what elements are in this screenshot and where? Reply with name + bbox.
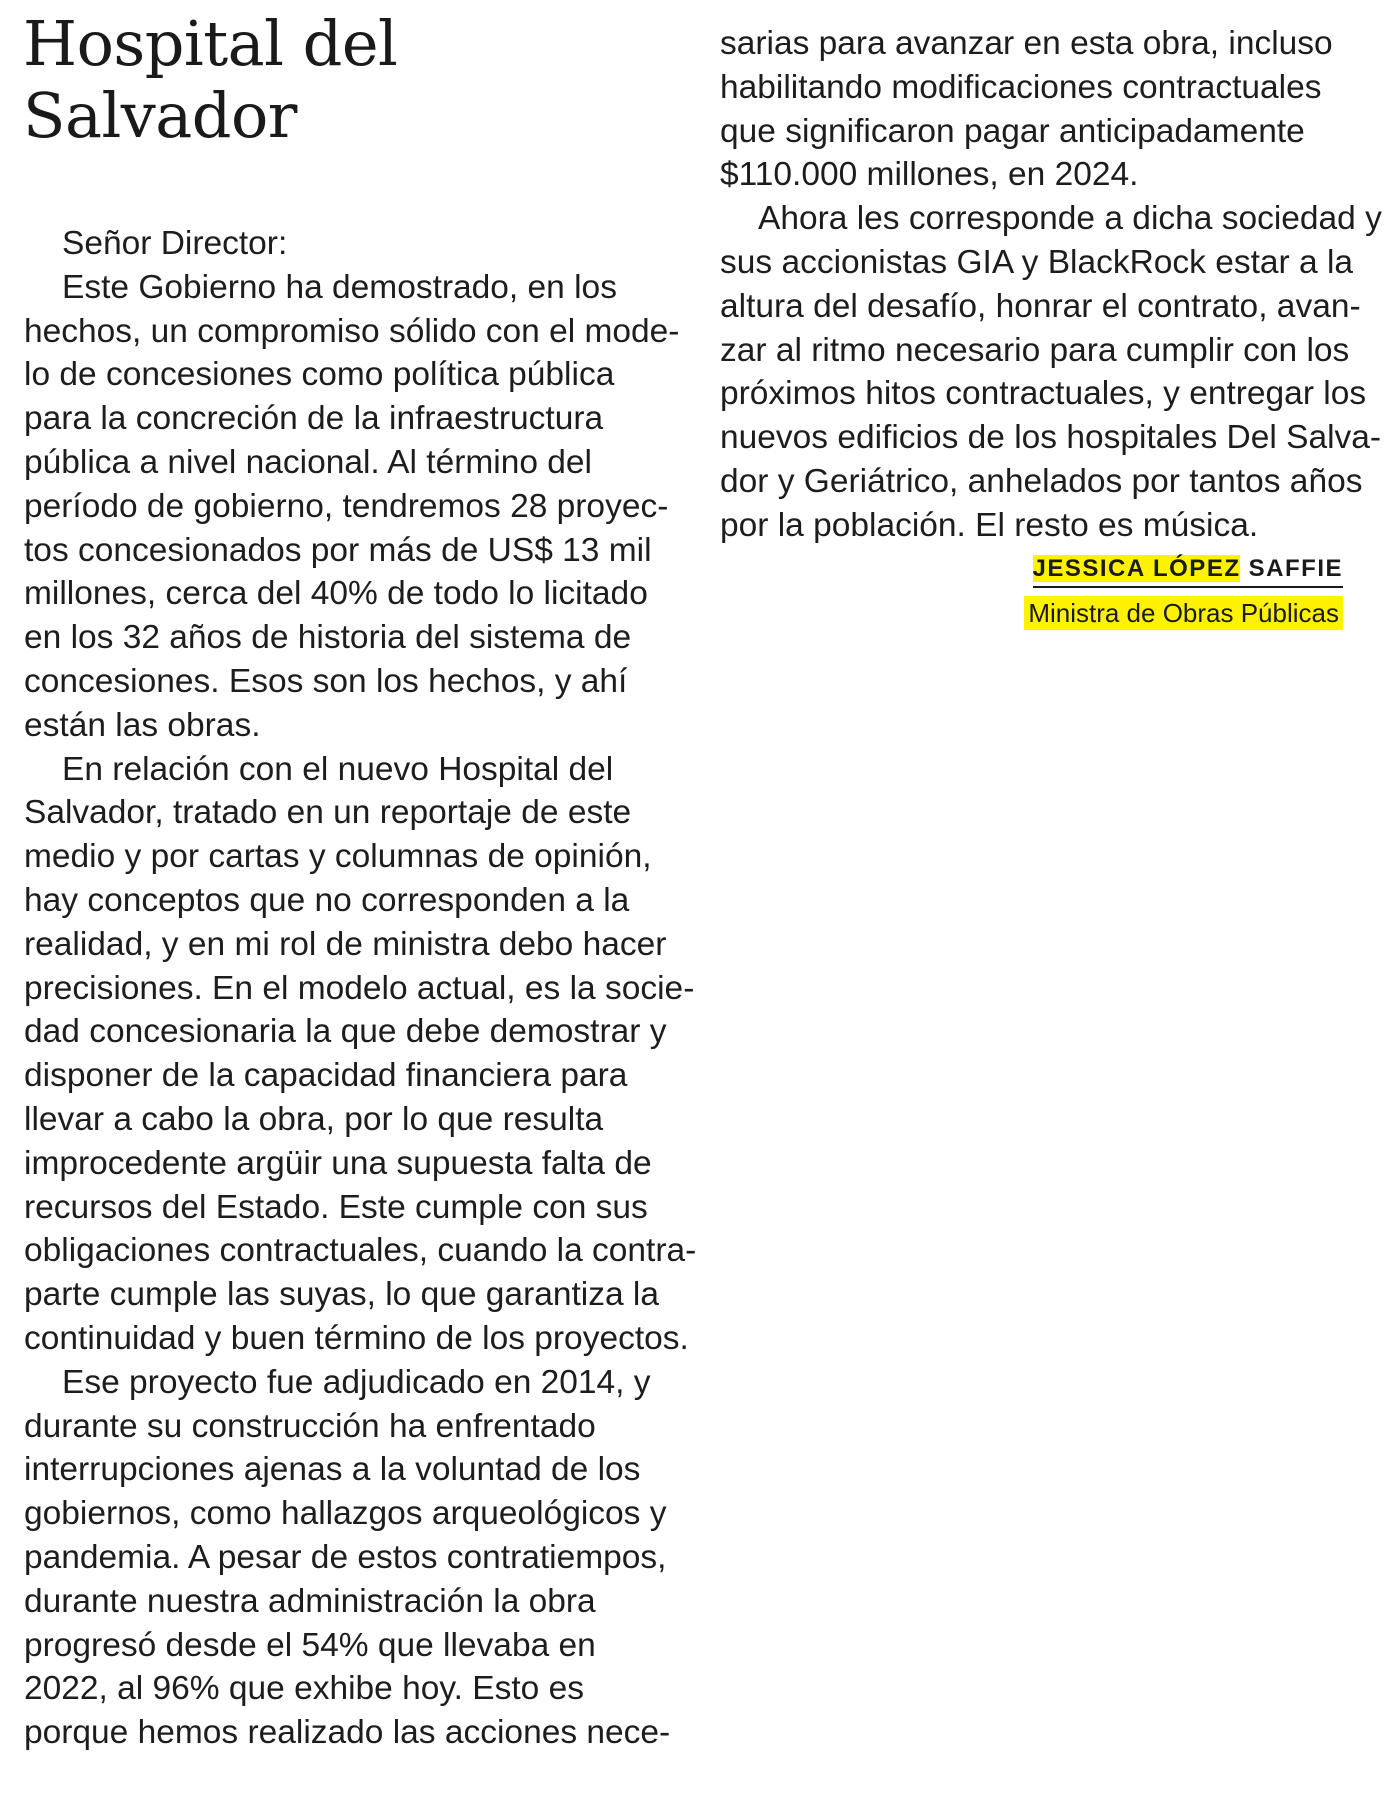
text-line: próximos hitos contractuales, y entregar los bbox=[720, 375, 1367, 413]
text-line: llevar a cabo la obra, por lo que resulta bbox=[24, 1100, 604, 1138]
signature-name-rest: SAFFIE bbox=[1240, 555, 1343, 582]
text-line: continuidad y buen término de los proyectos. bbox=[24, 1319, 689, 1357]
text-line: período de gobierno, tendremos 28 proyec- bbox=[24, 487, 669, 525]
text-line: improcedente argüir una supuesta falta de bbox=[24, 1144, 652, 1182]
text-line: progresó desde el 54% que llevaba en bbox=[24, 1626, 596, 1664]
text-line: interrupciones ajenas a la voluntad de los bbox=[24, 1451, 641, 1489]
text-line: en los 32 años de historia del sistema de bbox=[24, 619, 632, 657]
text-line: Este Gobierno ha demostrado, en los bbox=[62, 268, 617, 306]
text-line: En relación con el nuevo Hospital del bbox=[62, 750, 614, 788]
text-line: Señor Director: bbox=[62, 225, 288, 262]
text-line: habilitando modificaciones contractuales bbox=[720, 68, 1322, 106]
text-line: disponer de la capacidad financiera para bbox=[24, 1057, 628, 1095]
text-line: por la población. El resto es música. bbox=[720, 506, 1259, 544]
text-line: zar al ritmo necesario para cumplir con los bbox=[720, 331, 1350, 369]
letter-title bbox=[23, 8, 643, 152]
title-line: Hospital del bbox=[23, 7, 398, 80]
text-line: altura del desafío, honrar el contrato, avan- bbox=[720, 287, 1361, 325]
text-line: recursos del Estado. Este cumple con sus bbox=[24, 1188, 648, 1226]
signature-name bbox=[1033, 552, 1344, 588]
text-line: sus accionistas GIA y BlackRock estar a la bbox=[720, 243, 1354, 281]
text-line: sarias para avanzar en esta obra, incluso bbox=[720, 25, 1333, 62]
text-line: realidad, y en mi rol de ministra debo hacer bbox=[24, 925, 667, 963]
text-line: porque hemos realizado las acciones nece- bbox=[24, 1714, 671, 1752]
text-line: Ahora les corresponde a dicha sociedad y bbox=[758, 200, 1382, 238]
text-line: durante su construcción ha enfrentado bbox=[24, 1407, 596, 1445]
text-line: precisiones. En el modelo actual, es la socie- bbox=[24, 969, 695, 1007]
text-line: medio y por cartas y columnas de opinión, bbox=[24, 838, 652, 876]
text-line: tos concesionados por más de US$ 13 mil bbox=[24, 531, 652, 569]
text-line: dor y Geriátrico, anhelados por tantos años bbox=[720, 462, 1363, 500]
text-line: 2022, al 96% que exhibe hoy. Esto es bbox=[24, 1670, 584, 1708]
text-line: durante nuestra administración la obra bbox=[24, 1582, 596, 1620]
text-line: millones, cerca del 40% de todo lo licitado bbox=[24, 575, 648, 613]
text-line: Salvador, tratado en un reportaje de este bbox=[24, 794, 632, 832]
signature-role: Ministra de Obras Públicas bbox=[1024, 596, 1343, 630]
text-line: obligaciones contractuales, cuando la contra- bbox=[24, 1232, 697, 1270]
title-line: Salvador bbox=[23, 79, 297, 152]
text-line: hay conceptos que no corresponden a la bbox=[24, 881, 630, 919]
letter-column-left bbox=[24, 222, 697, 1755]
text-line: pandemia. A pesar de estos contratiempos, bbox=[24, 1538, 667, 1576]
text-line: concesiones. Esos son los hechos, y ahí bbox=[24, 662, 628, 700]
text-line: Ese proyecto fue adjudicado en 2014, y bbox=[62, 1363, 651, 1401]
text-line: $110.000 millones, en 2024. bbox=[720, 156, 1139, 194]
text-line: pública a nivel nacional. Al término del bbox=[24, 443, 592, 481]
text-line: parte cumple las suyas, lo que garantiza la bbox=[24, 1276, 659, 1314]
text-line: están las obras. bbox=[24, 706, 261, 744]
text-line: dad concesionaria la que debe demostrar y bbox=[24, 1013, 667, 1051]
signature-block bbox=[1024, 552, 1343, 630]
text-line: hechos, un compromiso sólido con el mode- bbox=[24, 312, 680, 350]
text-line: que significaron pagar anticipadamente bbox=[720, 112, 1305, 150]
text-line: nuevos edificios de los hospitales Del Salva- bbox=[720, 419, 1382, 457]
signature-name-highlighted: JESSICA LÓPEZ bbox=[1032, 555, 1241, 582]
letter-column-right bbox=[720, 22, 1382, 548]
text-line: gobiernos, como hallazgos arqueológicos y bbox=[24, 1495, 667, 1533]
text-line: para la concreción de la infraestructura bbox=[24, 400, 604, 438]
text-line: lo de concesiones como política pública bbox=[24, 356, 615, 394]
